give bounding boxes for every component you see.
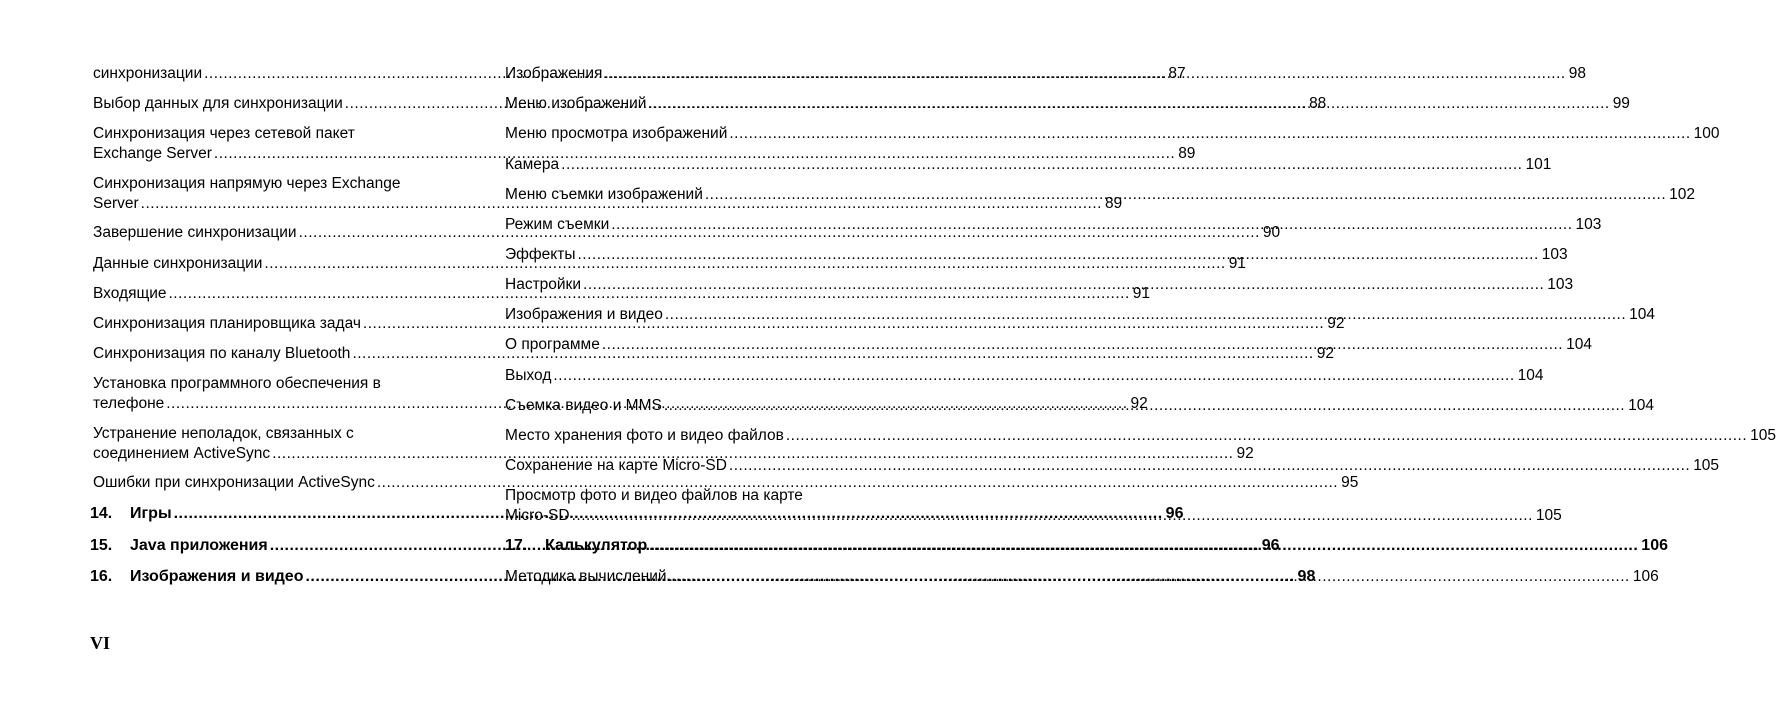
toc-entry-page: 92 <box>1236 445 1254 462</box>
page-folio: VI <box>90 633 111 653</box>
toc-entry[interactable] <box>90 473 1359 493</box>
toc-entry-page: 106 <box>1632 568 1659 585</box>
toc-entry-page: 103 <box>1547 276 1574 293</box>
toc-entry-page: 92 <box>1327 315 1345 332</box>
toc-entry[interactable] <box>505 456 1720 476</box>
toc-entry-title-line1: Просмотр фото и видео файлов на карте <box>505 487 803 504</box>
toc-entry-title: Exchange Server <box>93 145 212 162</box>
dot-leader <box>729 456 1690 476</box>
dot-leader <box>648 94 1609 114</box>
toc-entry-page: 89 <box>1104 195 1123 212</box>
toc-entry-page: 95 <box>1341 474 1359 491</box>
toc-entry-title: синхронизации <box>93 65 203 82</box>
toc-entry-title: Входящие <box>93 285 167 302</box>
toc-entry-page: 92 <box>1130 395 1148 412</box>
toc-entry-page: 99 <box>1612 95 1630 112</box>
toc-chapter-number: 17. <box>505 537 528 554</box>
toc-chapter-number: 16. <box>90 568 113 585</box>
toc-entry-title: Server <box>93 195 139 212</box>
toc-entry-title: Меню просмотра изображений <box>505 125 728 142</box>
toc-entry-title: телефоне <box>93 395 165 412</box>
toc-entry-page: 105 <box>1535 507 1562 524</box>
dot-leader <box>572 506 1533 526</box>
toc-entry-page: 101 <box>1525 156 1552 173</box>
toc-entry-title: Синхронизация по каналу Bluetooth <box>93 345 351 362</box>
toc-entry-page: 88 <box>1309 95 1327 112</box>
toc-chapter-page: 96 <box>1165 505 1184 522</box>
toc-entry-page: 104 <box>1629 306 1656 323</box>
dot-leader <box>786 426 1747 446</box>
toc-entry-title: Данные синхронизации <box>93 255 263 272</box>
toc-entry-title: Съемка видео и MMS <box>505 397 662 414</box>
dot-leader <box>649 536 1638 556</box>
toc-chapter-page: 106 <box>1641 537 1668 554</box>
toc-entry-title: Изображения <box>505 65 603 82</box>
toc-entry-page: 102 <box>1669 186 1696 203</box>
toc-chapter-title: Калькулятор <box>545 537 648 554</box>
toc-entry-title: О программе <box>505 336 600 353</box>
dot-leader <box>611 215 1572 235</box>
toc-entry-title: Настройки <box>505 276 582 293</box>
toc-entry-title: Завершение синхронизации <box>93 224 297 241</box>
toc-entry-page: 103 <box>1575 216 1602 233</box>
toc-entry-title: Выход <box>505 367 552 384</box>
toc-entry-title: Micro-SD <box>505 507 570 524</box>
toc-chapter-title: Игры <box>130 505 172 522</box>
toc-entry-page: 104 <box>1566 336 1592 353</box>
dot-leader <box>729 124 1690 144</box>
toc-entry-page: 91 <box>1228 255 1246 272</box>
toc-entry[interactable] <box>505 124 1720 144</box>
toc-entry-title: Методика вычислений <box>505 568 667 585</box>
toc-entry-title: Меню изображений <box>505 95 647 112</box>
toc-entry-page: 89 <box>1178 145 1196 162</box>
toc-chapter-title: Изображения и видео <box>130 568 304 585</box>
toc-entry-title: Эффекты <box>505 246 576 263</box>
toc-chapter-number: 14. <box>90 505 113 522</box>
toc-entry-page: 87 <box>1168 65 1186 82</box>
toc-entry-page: 91 <box>1132 285 1151 302</box>
toc-entry-title-line1: Установка программного обеспечения в <box>93 375 381 392</box>
toc-entry-title-line1: Синхронизация напрямую через Exchange <box>93 175 401 192</box>
dot-leader <box>561 155 1522 175</box>
toc-entry-page: 103 <box>1541 246 1568 263</box>
dot-leader <box>705 185 1666 205</box>
toc-entry-title: Сохранение на карте Micro-SD <box>505 457 727 474</box>
dot-leader <box>669 567 1630 587</box>
toc-entry-title: Синхронизация планировщика задач <box>93 315 361 332</box>
toc-entry[interactable] <box>505 155 1552 175</box>
dot-leader <box>577 245 1538 265</box>
toc-entry-page: 100 <box>1693 125 1720 142</box>
toc-entry-title: Меню съемки изображений <box>505 186 703 203</box>
dot-leader <box>583 275 1544 295</box>
toc-chapter-page: 98 <box>1297 568 1316 585</box>
toc-entry-title: Место хранения фото и видео файлов <box>505 427 784 444</box>
toc-entry-title: Режим съемки <box>505 216 610 233</box>
toc-entry-title: Ошибки при синхронизации ActiveSync <box>93 474 375 491</box>
dot-leader <box>664 396 1625 416</box>
toc-chapter-number: 15. <box>90 537 113 554</box>
toc-entry-page: 105 <box>1750 427 1776 444</box>
toc-entry[interactable] <box>505 366 1544 386</box>
toc-entry-title: Выбор данных для синхронизации <box>93 95 343 112</box>
dot-leader <box>604 64 1565 84</box>
dot-leader <box>553 366 1514 386</box>
toc-chapter-title: Java приложения <box>130 537 268 554</box>
dot-leader <box>665 305 1626 325</box>
toc-entry[interactable] <box>505 426 1776 446</box>
toc-entry-title: Камера <box>505 156 560 173</box>
toc-entry-title-line1: Устранение неполадок, связанных с <box>93 425 354 442</box>
toc-entry-page: 90 <box>1262 224 1281 241</box>
dot-leader <box>602 335 1563 355</box>
toc-entry-page: 92 <box>1316 345 1334 362</box>
toc-entry-title-line1: Синхронизация через сетевой пакет <box>93 125 355 142</box>
toc-chapter-page: 96 <box>1261 537 1280 554</box>
toc-entry-title: Изображения и видео <box>505 306 663 323</box>
toc-entry-page: 98 <box>1568 65 1586 82</box>
toc-entry-page: 104 <box>1517 367 1544 384</box>
toc-entry-title: соединением ActiveSync <box>93 445 271 462</box>
toc-entry-page: 105 <box>1693 457 1720 474</box>
toc-entry-page: 104 <box>1628 397 1654 414</box>
